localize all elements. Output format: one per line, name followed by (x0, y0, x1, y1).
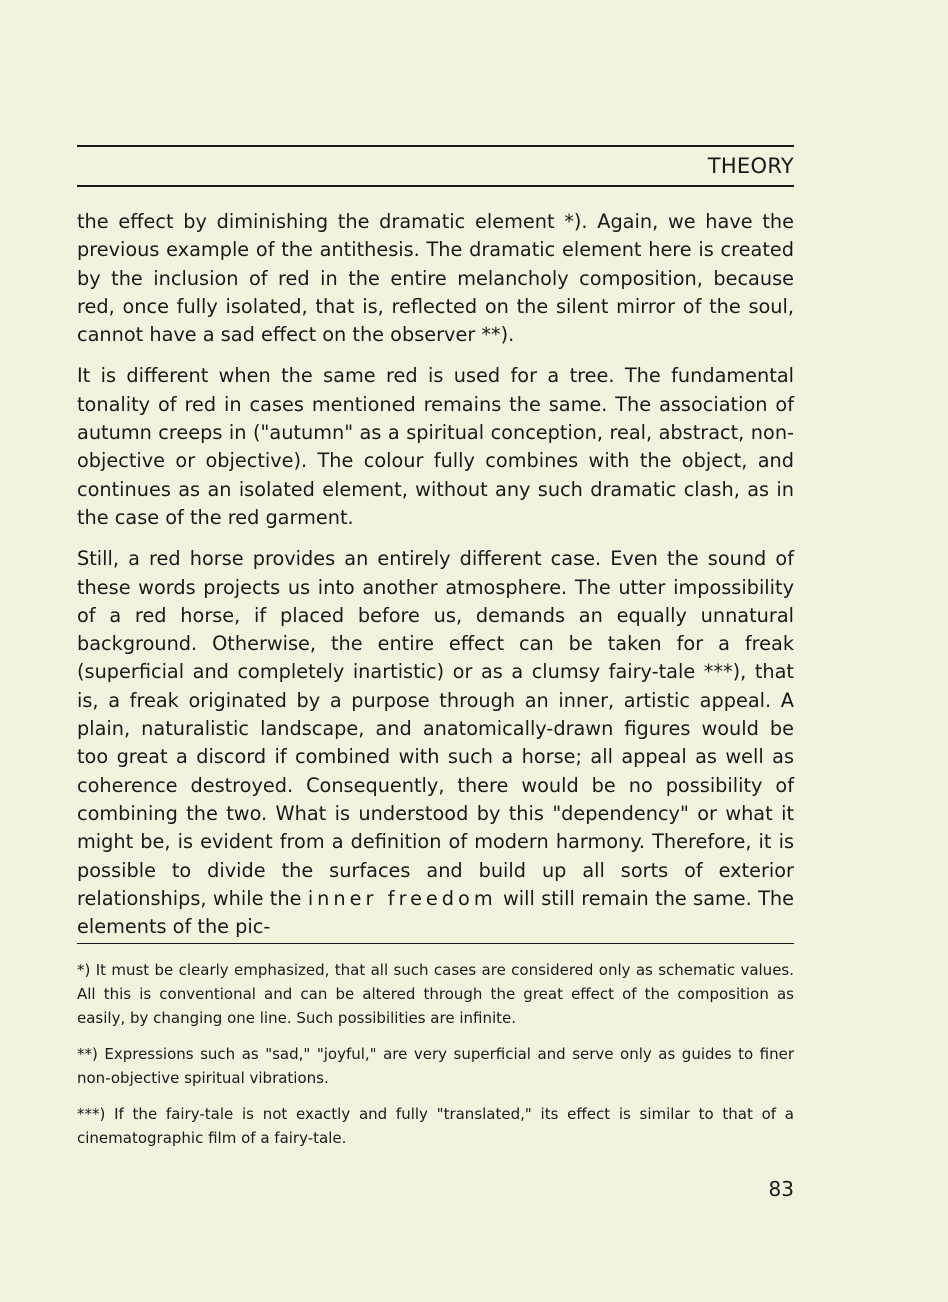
page-number: 83 (768, 1177, 794, 1201)
paragraph-1: the effect by diminishing the dramatic element *). Again, we have the previous example of the antithesis. The dramatic element here is created by the inclusion of red in the entire melancholy composition, because red, once fully isolated, that is, reflected on the silent mirror of the soul, cannot have a sad effect on the observer **). (77, 210, 794, 347)
running-header: THEORY (707, 154, 794, 178)
paragraph-3-text: Still, a red horse provides an entirely different case. Even the sound of these words projects us into another atmosphere. The utter impossibility of a red horse, if placed before us, demands an equally unnatural background. Otherwise, the entire effect can be taken for a freak (superficial and completely inartistic) or as a clumsy fairy-tale ***), that is, a freak originated by a purpose through an inner, artistic appeal. A plain, naturalistic landscape, and anatomically-drawn figures would be too great a discord if combined with such a horse; all appeal as well as coherence destroyed. Consequently, there would be no possibility of combining the two. What is understood by this "dependency" or what it might be, is evident from a definition of modern harmony. Therefore, it is possible to divide the surfaces and build up all sorts of exterior relationships, while the (77, 547, 794, 910)
paragraph-2: It is different when the same red is used for a tree. The fundamental tonality of red in cases mentioned remains the same. The association of autumn creeps in ("autumn" as a spiritual conception, real, abstract, non-objective or objective). The colour fully combines with the object, and continues as an isolated element, without any such dramatic clash, as in the case of the red garment. (77, 364, 794, 529)
body-text (77, 208, 794, 954)
footnote-3: ***) If the fairy-tale is not exactly and fully "translated," its effect is similar to that of a cinematographic film of a fairy-tale. (77, 1105, 794, 1147)
footnotes (77, 958, 794, 1162)
paragraph-3 (77, 545, 794, 941)
footnote-1: *) It must be clearly emphasized, that all such cases are considered only as schematic values. All this is conventional and can be altered through the great effect of the composition as easily, by changing one line. Such possibilities are infinite. (77, 961, 794, 1027)
footnote-rule (77, 943, 794, 944)
spaced-emphasis: inner freedom (307, 886, 497, 910)
header-top-rule (77, 145, 794, 147)
paragraph-3-end: will still remain the same. The elements of the pic- (77, 886, 795, 939)
footnote-2: **) Expressions such as "sad," "joyful," are very superficial and serve only as guides to finer non-objective spiritual vibrations. (77, 1045, 794, 1087)
header-bottom-rule (77, 185, 794, 187)
